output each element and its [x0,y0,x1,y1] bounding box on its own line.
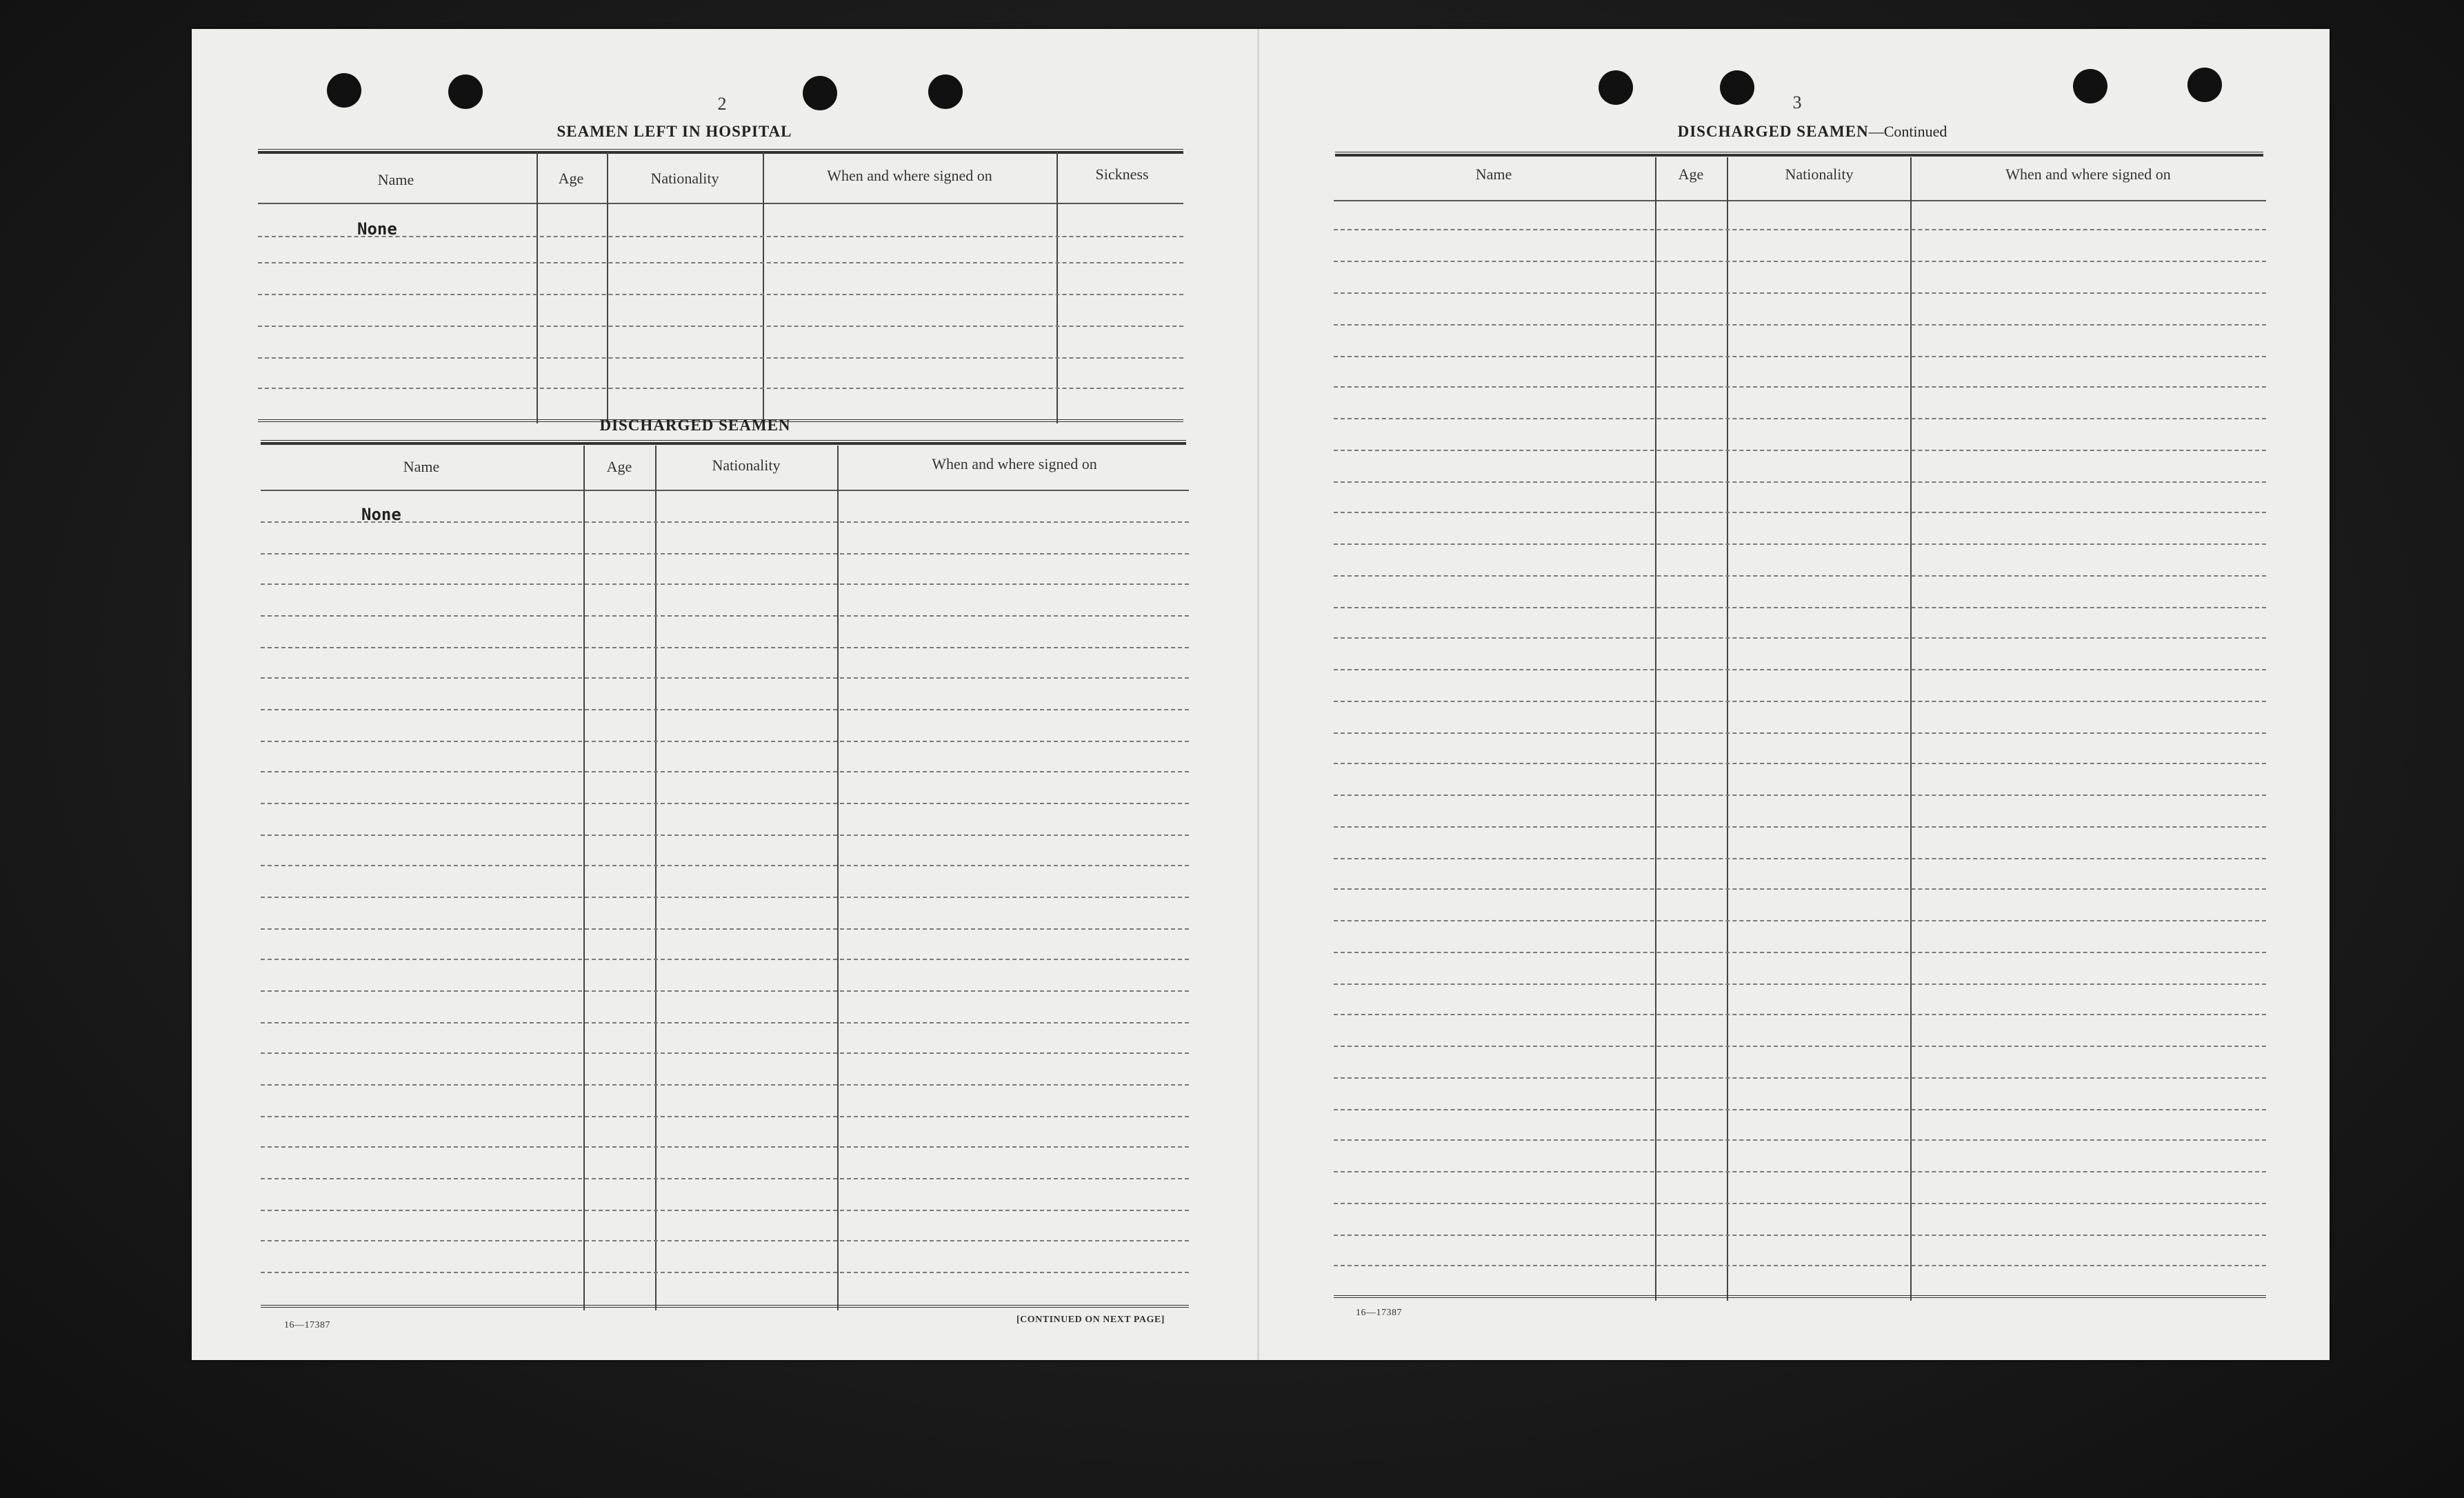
continued-suffix: —Continued [1868,123,1947,140]
column-divider [655,446,657,1310]
table-row-line [1334,607,2266,608]
column-divider [583,446,585,1310]
column-divider [1910,157,1912,1301]
col-when-where: When and where signed on [2005,166,2171,183]
table-row-line [1334,1203,2266,1204]
column-divider [1727,157,1728,1301]
table-row-line [261,835,1189,836]
header-underline [1334,200,2266,201]
discharged-section-title: DISCHARGED SEAMEN [599,417,791,434]
punch-hole [2073,69,2107,103]
table-row-line [261,990,1189,992]
col-when-where: When and where signed on [827,167,992,184]
table-row-line [261,1146,1189,1148]
table-row-line [261,583,1189,585]
hospital-section-title: SEAMEN LEFT IN HOSPITAL [557,123,792,140]
form-number: 16—17387 [284,1320,330,1330]
table-row-line [261,1272,1189,1273]
table-row-line [261,647,1189,648]
table-row-line [1334,952,2266,953]
column-divider [1056,152,1058,423]
table-row-line [261,521,1189,523]
right-table-bottom-rule [1334,1295,2266,1298]
table-row-line [258,388,1183,389]
table-row-line [258,294,1183,295]
table-row-line [1334,637,2266,639]
punch-hole [1599,70,1633,105]
col-sickness: Sickness [1095,166,1149,183]
table-row-line [261,1240,1189,1241]
continued-note: [CONTINUED ON NEXT PAGE] [1016,1315,1165,1325]
center-fold [1257,29,1259,1360]
table-row-line [1334,386,2266,388]
table-row-line [1334,575,2266,577]
table-row-line [1334,1139,2266,1141]
col-age: Age [606,458,632,475]
table-row-line [1334,1046,2266,1047]
column-divider [837,446,839,1310]
punch-hole [448,74,483,109]
discharged-entry-none: None [361,505,401,524]
header-underline [258,203,1183,204]
table-row-line [1334,512,2266,513]
table-row-line [258,326,1183,327]
punch-hole [803,76,837,110]
table-row-line [1334,261,2266,262]
col-nationality: Nationality [650,170,719,187]
table-row-line [1334,669,2266,670]
column-divider [763,152,764,423]
table-row-line [1334,732,2266,734]
table-row-line [261,615,1189,617]
discharged-table-header-rule [261,440,1186,445]
table-row-line [1334,543,2266,545]
header-underline [261,490,1189,491]
table-row-line [261,1052,1189,1054]
discharged-continued-title [1605,123,2019,141]
punch-hole [2187,68,2222,102]
table-row-line [1334,701,2266,702]
table-row-line [1334,920,2266,921]
column-divider [537,152,538,423]
column-divider [1655,157,1656,1301]
table-row-line [261,677,1189,679]
table-row-line [1334,229,2266,230]
table-row-line [1334,1171,2266,1172]
table-row-line [261,897,1189,898]
punch-hole [327,73,361,108]
table-row-line [258,357,1183,359]
table-row-line [261,865,1189,866]
table-row-line [261,709,1189,710]
table-row-line [261,803,1189,804]
table-row-line [1334,1109,2266,1110]
col-name: Name [403,458,440,475]
punch-hole [1720,70,1754,105]
col-when-where: When and where signed on [932,455,1097,472]
table-row-line [1334,1265,2266,1266]
table-row-line [1334,356,2266,357]
hospital-table-header-rule [258,149,1183,154]
hospital-entry-none: None [357,219,397,239]
col-age: Age [1678,166,1704,183]
table-row-line [1334,324,2266,326]
form-number: 16—17387 [1356,1308,1402,1318]
col-age: Age [558,170,584,187]
table-row-line [1334,450,2266,451]
table-row-line [1334,795,2266,796]
document-spread [192,29,2330,1360]
table-row-line [261,1210,1189,1211]
discharged-title-text: DISCHARGED SEAMEN [1677,123,1869,140]
table-row-line [261,1022,1189,1023]
table-row-line [1334,418,2266,419]
table-row-line [1334,983,2266,985]
table-row-line [261,928,1189,930]
col-nationality: Nationality [1785,166,1854,183]
table-row-line [1334,858,2266,859]
col-name: Name [1475,166,1512,183]
discharged-table-bottom-rule [261,1305,1189,1308]
table-row-line [1334,481,2266,483]
table-row-line [1334,1235,2266,1236]
table-row-line [1334,763,2266,764]
table-row-line [1334,826,2266,828]
table-row-line [1334,292,2266,294]
right-table-header-rule [1335,152,2263,157]
table-row-line [261,741,1189,742]
col-name: Name [377,171,414,188]
table-row-line [1334,1077,2266,1079]
punch-hole [928,74,963,109]
table-row-line [1334,1014,2266,1015]
table-row-line [258,236,1183,237]
col-nationality: Nationality [712,457,781,474]
table-row-line [261,959,1189,960]
table-row-line [261,1084,1189,1086]
table-row-line [258,262,1183,263]
table-row-line [261,553,1189,555]
table-row-line [1334,888,2266,890]
page-number: 3 [1792,92,1802,112]
table-row-line [261,1116,1189,1117]
table-row-line [261,771,1189,772]
column-divider [607,152,608,423]
page-number: 2 [717,94,727,114]
table-row-line [261,1178,1189,1179]
